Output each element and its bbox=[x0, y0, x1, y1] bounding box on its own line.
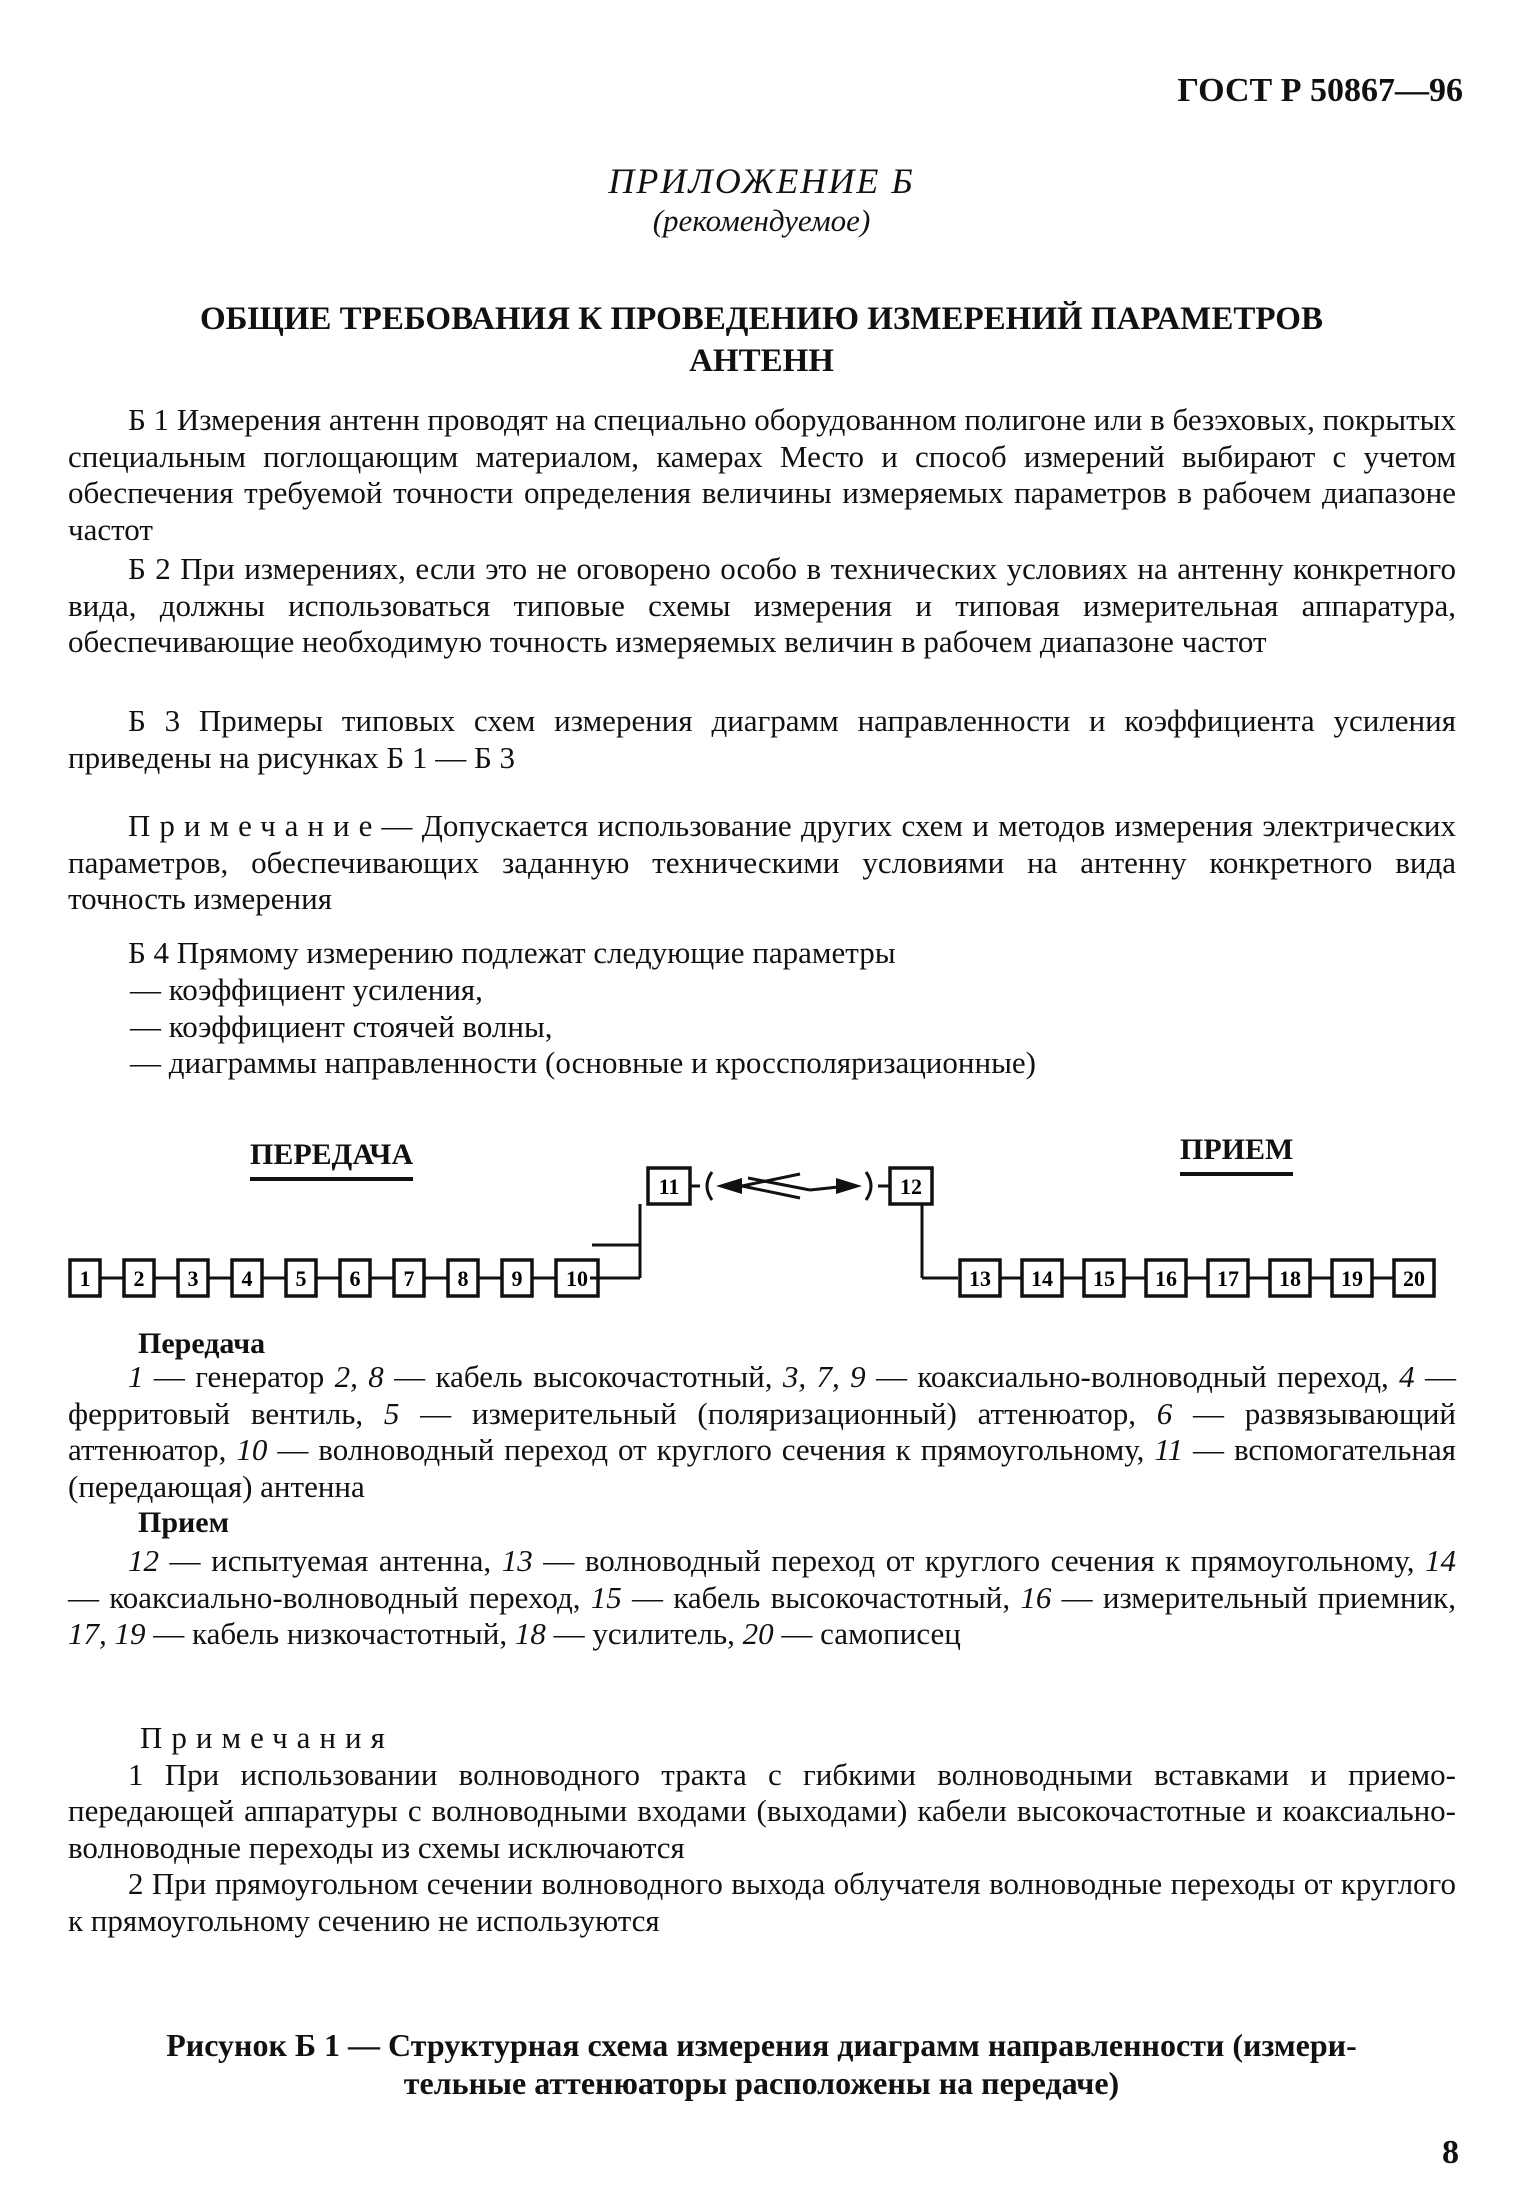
legend-transmit-item-text: — волноводный переход от круглого сечения к прямоугольному, bbox=[267, 1432, 1155, 1467]
transmit-block-1-label: 1 bbox=[79, 1266, 91, 1291]
receive-block-14 bbox=[1022, 1260, 1062, 1296]
note-text: — Допускается использование других схем и методов измерения электрических параметров, обеспечивающих заданную техническими условиями на антенну конкретного вида точность измерения bbox=[68, 808, 1456, 916]
legend-receive-item-text: — кабель высокочастотный, bbox=[621, 1579, 1021, 1615]
transmit-block-5-label: 5 bbox=[295, 1266, 307, 1291]
notes-label: Примечания bbox=[140, 1720, 394, 1755]
legend-transmit-item-num: 4 bbox=[1399, 1359, 1415, 1394]
legend-receive-item-num: 18 bbox=[514, 1616, 546, 1651]
receive-label: ПРИЕМ bbox=[1180, 1133, 1293, 1167]
receive-antenna-block bbox=[890, 1168, 932, 1204]
receive-block-15 bbox=[1084, 1260, 1124, 1296]
caption-line-2: тельные аттенюаторы расположены на передаче) bbox=[403, 2065, 1120, 2101]
list-item: — коэффициент усиления, bbox=[130, 972, 483, 1007]
legend-receive-item-num: 13 bbox=[501, 1543, 533, 1578]
receive-block-17 bbox=[1208, 1260, 1248, 1296]
legend-receive-item-num: 12 bbox=[128, 1543, 159, 1578]
legend-receive bbox=[68, 1543, 1456, 1653]
legend-transmit bbox=[68, 1359, 1456, 1505]
section-title bbox=[60, 298, 1463, 382]
legend-transmit-item-text: — вспомогательная (передающая) антенна bbox=[68, 1432, 1456, 1504]
legend-transmit-item-num: 5 bbox=[383, 1395, 400, 1431]
transmit-block-4 bbox=[232, 1260, 262, 1296]
legend-transmit-heading: Передача bbox=[138, 1327, 266, 1360]
paragraph-b1-block bbox=[68, 402, 1456, 548]
transmit-block-7 bbox=[394, 1260, 424, 1296]
receive-block-20-label: 20 bbox=[1403, 1266, 1425, 1291]
standard-number: ГОСТ Р 50867—96 bbox=[1177, 72, 1463, 109]
transmit-block-6-label: 6 bbox=[349, 1266, 361, 1291]
legend-transmit-item-num: 1 bbox=[128, 1359, 144, 1394]
transmit-antenna-block-label: 11 bbox=[658, 1174, 680, 1199]
block-diagram bbox=[0, 1150, 1523, 1300]
transmit-block-7-label: 7 bbox=[403, 1266, 415, 1291]
transmit-block-8-label: 8 bbox=[457, 1266, 469, 1291]
transmit-block-9 bbox=[502, 1260, 532, 1296]
legend-receive-item-text: — измерительный приемник, bbox=[1051, 1579, 1456, 1615]
legend-transmit-item-text: — коаксиально-волноводный переход, bbox=[865, 1359, 1400, 1394]
legend-receive-heading: Прием bbox=[138, 1506, 230, 1539]
note-2: 2 При прямоугольном сечении волноводного выхода облучателя волноводные переходы от круглого к прямоугольному сечению не используются bbox=[68, 1866, 1456, 1938]
paragraph-b4: Б 4 Прямому измерению подлежат следующие параметры bbox=[128, 935, 896, 970]
receive-block-16 bbox=[1146, 1260, 1186, 1296]
receive-block-13 bbox=[960, 1260, 1000, 1296]
transmit-block-6 bbox=[340, 1260, 370, 1296]
transmit-block-1 bbox=[70, 1260, 100, 1296]
legend-transmit-item-num: 11 bbox=[1154, 1432, 1184, 1467]
legend-transmit-item-text: — ферритовый вентиль, bbox=[68, 1359, 1457, 1431]
paragraph-b4-block bbox=[68, 935, 1456, 972]
list-item: — коэффициент стоячей волны, bbox=[130, 1008, 553, 1044]
note-label: Примечание bbox=[128, 808, 382, 843]
section-title-line-1: ОБЩИЕ ТРЕБОВАНИЯ К ПРОВЕДЕНИЮ ИЗМЕРЕНИЙ ПАРАМЕТРОВ bbox=[200, 301, 1323, 337]
receive-block-18-label: 18 bbox=[1279, 1266, 1301, 1291]
legend-receive-item-num: 16 bbox=[1020, 1579, 1052, 1615]
transmit-block-3-label: 3 bbox=[187, 1266, 199, 1291]
signal-arrow bbox=[716, 1174, 862, 1198]
paragraph-b3-block bbox=[68, 703, 1456, 776]
legend-receive-item-text: — испытуемая антенна, bbox=[159, 1543, 502, 1578]
legend-transmit-item-num: 10 bbox=[236, 1432, 268, 1467]
receive-block-18 bbox=[1270, 1260, 1310, 1296]
transmit-block-10-label: 10 bbox=[566, 1266, 588, 1291]
list-item: — диаграммы направленности (основные и кроссполяризационные) bbox=[130, 1045, 1036, 1080]
caption-line-1: Рисунок Б 1 — Структурная схема измерения диаграмм направленности (измери- bbox=[166, 2027, 1357, 2063]
legend-transmit-item-text: — измерительный (поляризационный) аттенюатор, bbox=[399, 1395, 1157, 1431]
legend-receive-item-num: 20 bbox=[742, 1616, 774, 1651]
transmit-block-2 bbox=[124, 1260, 154, 1296]
receive-block-17-label: 17 bbox=[1217, 1266, 1239, 1291]
page-number: 8 bbox=[1442, 2134, 1459, 2171]
notes-block bbox=[68, 1720, 1456, 1939]
receive-block-13-label: 13 bbox=[969, 1266, 991, 1291]
legend-transmit-item-text: — развязывающий аттенюатор, bbox=[68, 1395, 1456, 1467]
legend-transmit-item-text: — кабель высокочастотный, bbox=[383, 1359, 783, 1394]
legend-transmit-item-num: 3, 7, 9 bbox=[782, 1359, 866, 1394]
transmit-block-9-label: 9 bbox=[511, 1266, 523, 1291]
legend-receive-item-text: — самописец bbox=[773, 1616, 961, 1651]
receive-block-15-label: 15 bbox=[1093, 1266, 1115, 1291]
legend-transmit-item-num: 2, 8 bbox=[334, 1359, 384, 1394]
parameter-list bbox=[130, 972, 1430, 1082]
transmit-block-2-label: 2 bbox=[133, 1266, 145, 1291]
legend-receive-item-text: — усилитель, bbox=[545, 1616, 743, 1651]
legend-receive-item-text: — волноводный переход от круглого сечения к прямоугольному, bbox=[532, 1543, 1425, 1578]
receive-antenna-block-label: 12 bbox=[900, 1174, 922, 1199]
transmit-block-3 bbox=[178, 1260, 208, 1296]
receive-block-16-label: 16 bbox=[1155, 1266, 1177, 1291]
note-block bbox=[68, 808, 1456, 918]
transmit-block-5 bbox=[286, 1260, 316, 1296]
paragraph-b3: Б 3 Примеры типовых схем измерения диаграмм направленности и коэффициента усиления приведены на рисунках Б 1 — Б 3 bbox=[68, 703, 1456, 775]
paragraph-b2-block bbox=[68, 551, 1456, 661]
legend-receive-item-text: — коаксиально-волноводный переход, bbox=[68, 1579, 591, 1615]
section-title-line-2: АНТЕНН bbox=[689, 343, 834, 379]
receive-block-19-label: 19 bbox=[1341, 1266, 1363, 1291]
transmit-antenna-block bbox=[648, 1168, 690, 1204]
transmit-block-4-label: 4 bbox=[241, 1266, 253, 1291]
legend-transmit-item-text: — генератор bbox=[143, 1359, 335, 1394]
receive-block-14-label: 14 bbox=[1031, 1266, 1053, 1291]
appendix-status: (рекомендуемое) bbox=[652, 203, 871, 238]
receive-block-20 bbox=[1394, 1260, 1434, 1296]
legend-receive-item-num: 14 bbox=[1425, 1543, 1456, 1578]
receive-block-19 bbox=[1332, 1260, 1372, 1296]
transmit-block-8 bbox=[448, 1260, 478, 1296]
note-1: 1 При использовании волноводного тракта с гибкими волноводными вставками и приемо-передающей аппаратуры с волноводными входами (выходами) кабели высокочастотные и коаксиально-волноводные переходы из схемы исключаются bbox=[68, 1756, 1456, 1865]
paragraph-b2: Б 2 При измерениях, если это не оговорено особо в технических условиях на антенну конкретного вида, должны использоваться типовые схемы измерения и типовая измерительная аппаратура, обеспечивающие необходимую точность измеряемых величин в рабочем диапазоне частот bbox=[68, 551, 1456, 659]
legend-transmit-item-num: 6 bbox=[1156, 1395, 1173, 1431]
transmit-label: ПЕРЕДАЧА bbox=[250, 1138, 413, 1172]
legend-receive-item-num: 17, 19 bbox=[68, 1616, 146, 1651]
paragraph-b1: Б 1 Измерения антенн проводят на специально оборудованном полигоне или в безэховых, покрытых специальным поглощающим материалом, камерах Место и способ измерений выбирают с учетом обеспечения требуемой точности определения величины измеряемых параметров в рабочем диапазоне частот bbox=[68, 402, 1456, 547]
appendix-title: ПРИЛОЖЕНИЕ Б bbox=[608, 161, 915, 201]
figure-caption bbox=[100, 2026, 1423, 2102]
legend-receive-item-num: 15 bbox=[590, 1579, 622, 1615]
legend-receive-item-text: — кабель низкочастотный, bbox=[145, 1616, 515, 1651]
